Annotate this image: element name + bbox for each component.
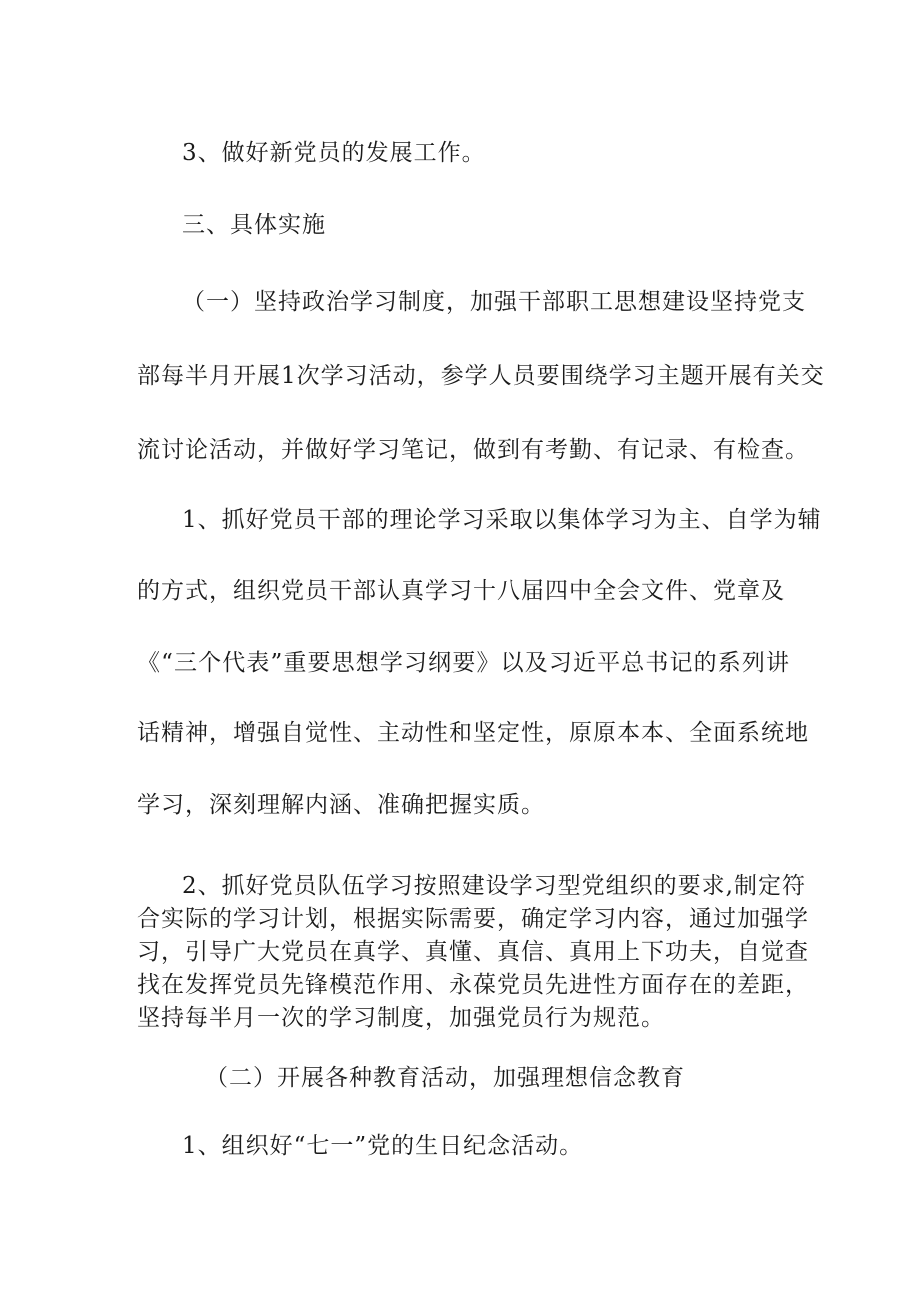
point-1-line-4: 话精神，增强自觉性、主动性和坚定性，原原本本、全面系统地	[137, 720, 809, 746]
subsection-1-line-2: 部每半月开展1次学习活动，参学人员要围绕学习主题开展有关交	[137, 363, 825, 389]
point-1-line-5: 学习，深刻理解内涵、准确把握实质。	[137, 792, 545, 818]
point-1-line-1: 1、抓好党员干部的理论学习采取以集体学习为主、自学为辅	[182, 507, 822, 533]
point-2-line-5: 坚持每半月一次的学习制度，加强党员行为规范。	[137, 1005, 665, 1031]
subsection-1-line-1: （一）坚持政治学习制度，加强干部职工思想建设坚持党支	[182, 289, 806, 315]
point-1-line-3: 《“三个代表”重要思想学习纲要》以及习近平总书记的系列讲	[137, 650, 790, 676]
subsection-2-item-1: 1、组织好“七一”党的生日纪念活动。	[182, 1133, 584, 1159]
subsection-2-heading: （二）开展各种教育活动，加强理想信念教育	[205, 1065, 685, 1091]
point-2-line-1: 2、抓好党员队伍学习按照建设学习型党组织的要求,制定符	[182, 873, 806, 899]
item-3-text: 3、做好新党员的发展工作。	[182, 140, 486, 166]
point-2-line-4: 找在发挥党员先锋模范作用、永葆党员先进性方面存在的差距，	[137, 972, 809, 998]
point-2-line-3: 习，引导广大党员在真学、真懂、真信、真用上下功夫，自觉查	[137, 939, 809, 965]
point-1-line-2: 的方式，组织党员干部认真学习十八届四中全会文件、党章及	[137, 578, 785, 604]
subsection-1-line-3: 流讨论活动，并做好学习笔记，做到有考勤、有记录、有检查。	[137, 437, 809, 463]
point-2-line-2: 合实际的学习计划，根据实际需要，确定学习内容，通过加强学	[137, 906, 809, 932]
section-3-heading: 三、具体实施	[182, 212, 326, 238]
